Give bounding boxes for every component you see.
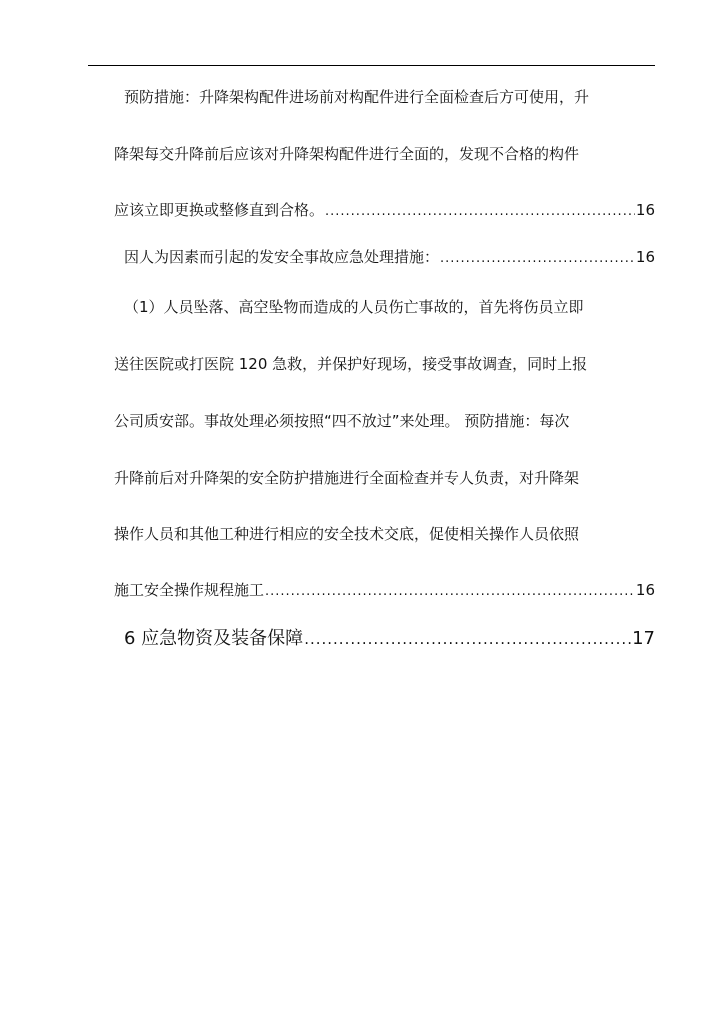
- toc-entry[interactable]: [114, 577, 655, 603]
- toc-text-line: 公司质安部。事故处理必须按照“四不放过”来处理。 预防措施：每次: [114, 412, 570, 430]
- toc-entry[interactable]: [124, 244, 655, 270]
- toc-leader-dots: [440, 246, 635, 272]
- toc-leader-dots: [265, 579, 635, 605]
- toc-text-line: 送往医院或打医院 120 急救，并保护好现场，接受事故调查，同时上报: [114, 355, 588, 373]
- toc-leader-dots: [325, 199, 635, 225]
- toc-page-number: 17: [632, 628, 655, 649]
- toc-leader-dots: [304, 624, 631, 654]
- toc-section-heading[interactable]: [124, 624, 655, 654]
- toc-entry-text: 施工安全操作规程施工: [114, 581, 265, 599]
- header-rule: [88, 65, 655, 66]
- toc-page-number: 16: [635, 201, 655, 219]
- toc-entry-text: 应该立即更换或整修直到合格。: [114, 201, 325, 219]
- toc-page-number: 16: [635, 248, 655, 266]
- toc-entry[interactable]: [114, 197, 655, 223]
- toc-text-line: 预防措施：升降架构配件进场前对构配件进行全面检查后方可使用，升: [124, 88, 590, 106]
- toc-page-number: 16: [635, 581, 655, 599]
- toc-text-line: （1）人员坠落、高空坠物而造成的人员伤亡事故的，首先将伤员立即: [124, 298, 584, 316]
- toc-text-line: 降架每交升降前后应该对升降架构配件进行全面的，发现不合格的构件: [114, 145, 580, 163]
- toc-text-line: 操作人员和其他工种进行相应的安全技术交底，促使相关操作人员依照: [114, 525, 580, 543]
- toc-entry-text: 因人为因素而引起的发安全事故应急处理措施：: [124, 248, 440, 266]
- toc-text-line: 升降前后对升降架的安全防护措施进行全面检查并专人负责，对升降架: [114, 469, 580, 487]
- toc-heading-text: 6 应急物资及装备保障: [124, 628, 304, 649]
